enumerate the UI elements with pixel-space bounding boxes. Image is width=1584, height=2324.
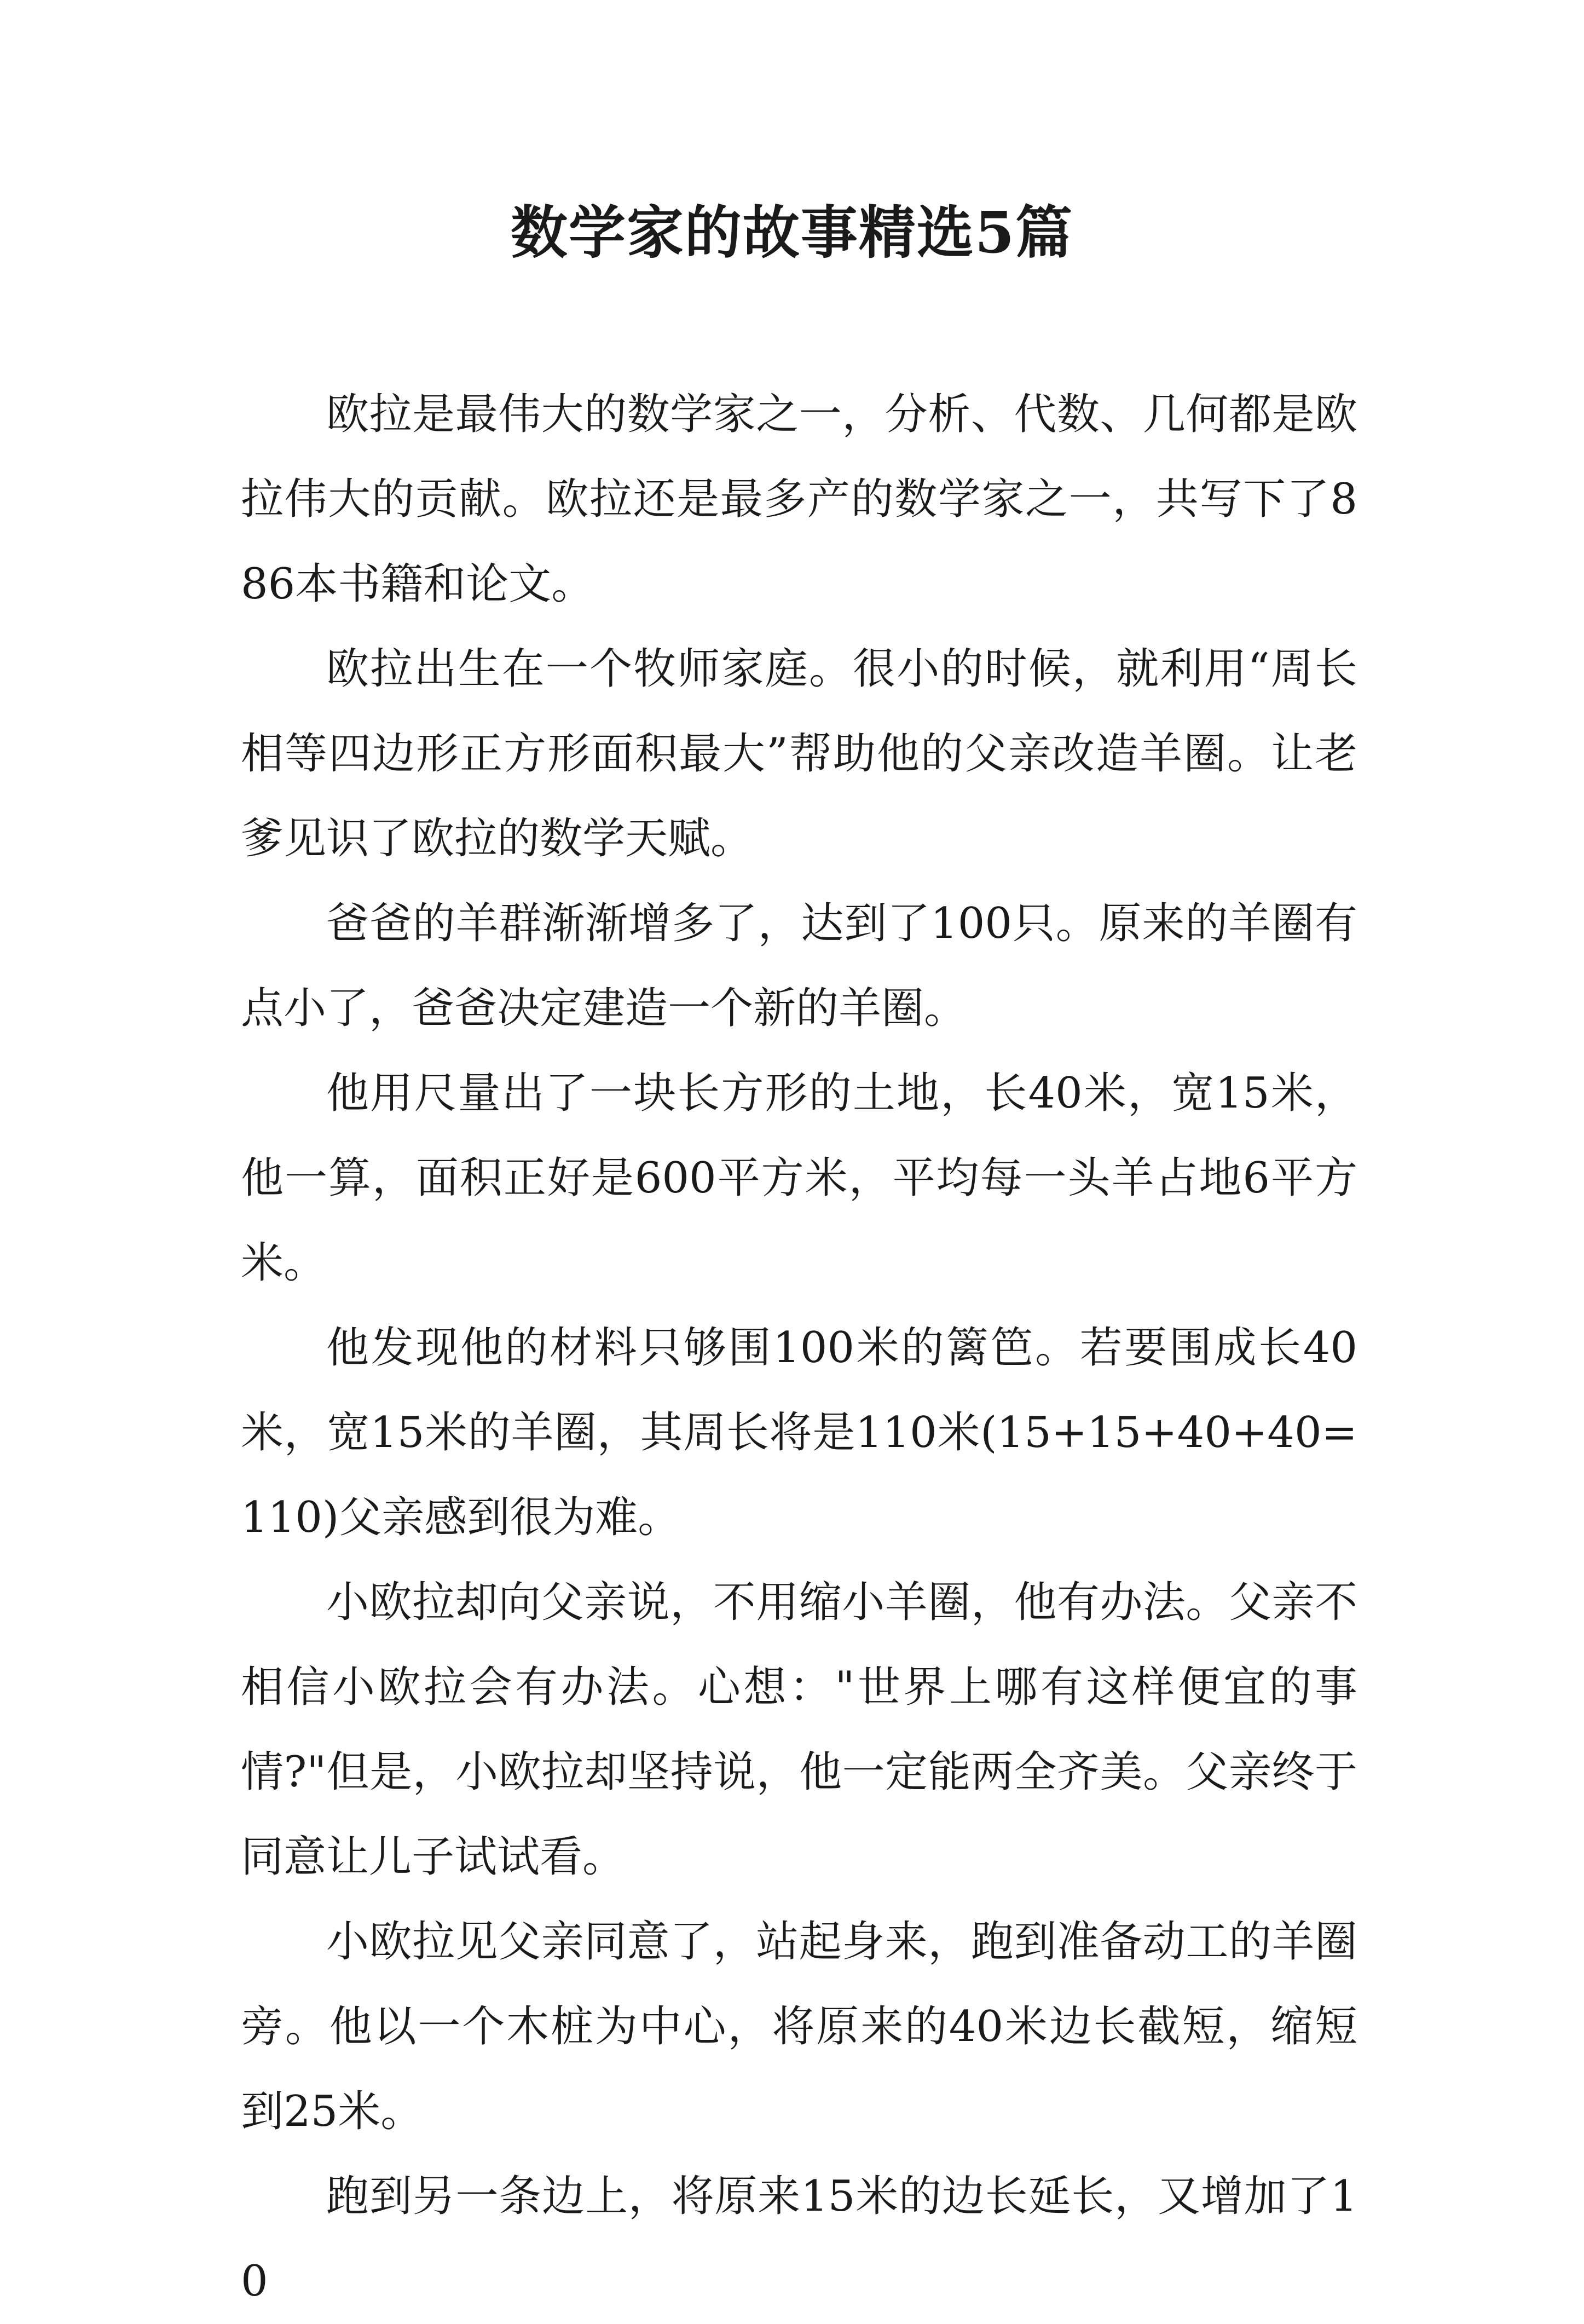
paragraph: 他发现他的材料只够围100米的篱笆。若要围成长40米，宽15米的羊圈，其周长将是110米(15+15+40+40=110)父亲感到很为难。	[241, 1323, 1357, 1542]
paragraph: 他用尺量出了一块长方形的土地，长40米，宽15米，他一算，面积正好是600平方米，平均每一头羊占地6平方米。	[241, 1069, 1357, 1288]
document-body	[241, 372, 1357, 2324]
paragraph: 欧拉出生在一个牧师家庭。很小的时候，就利用“周长相等四边形正方形面积最大”帮助他的父亲改造羊圈。让老爹见识了欧拉的数学天赋。	[241, 644, 1357, 863]
document-title: 数学家的故事精选5篇	[510, 199, 1074, 266]
paragraph: 爸爸的羊群渐渐增多了，达到了100只。原来的羊圈有点小了，爸爸决定建造一个新的羊圈。	[241, 899, 1357, 1033]
paragraph: 小欧拉却向父亲说，不用缩小羊圈，他有办法。父亲不相信小欧拉会有办法。心想："世界上哪有这样便宜的事情?"但是，小欧拉却坚持说，他一定能两全齐美。父亲终于同意让儿子试试看。	[241, 1578, 1357, 1882]
paragraph: 欧拉是最伟大的数学家之一，分析、代数、几何都是欧拉伟大的贡献。欧拉还是最多产的数学家之一，共写下了886本书籍和论文。	[241, 390, 1357, 609]
paragraph: 小欧拉见父亲同意了，站起身来，跑到准备动工的羊圈旁。他以一个木桩为中心，将原来的40米边长截短，缩短到25米。	[241, 1917, 1357, 2136]
paragraph: 跑到另一条边上，将原来15米的边长延长，又增加了10	[241, 2172, 1357, 2306]
